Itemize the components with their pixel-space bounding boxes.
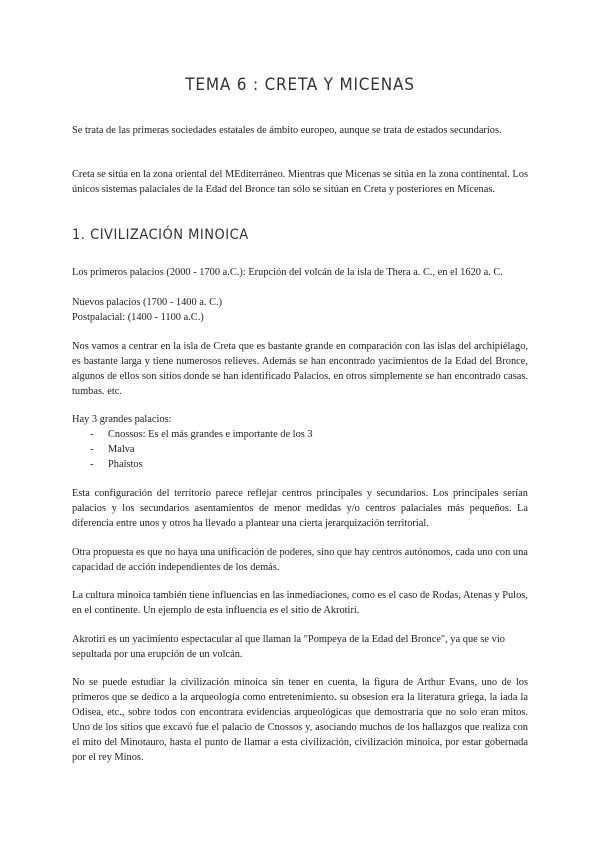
akrotiri-paragraph: Akrotiri es un yacimiento espectacular al que llaman la "Pompeya de la Edad del Bronce", ya que se vio sepultada por una erupción de un volcán. [72,634,505,660]
influence-paragraph: La cultura minoica también tiene influencias en las inmediaciones, como es el caso de Rodas, Atenas y Pulos, en el continente. Un ejemplo de esta influencia es el sitio de Akrotiri. [72,590,528,616]
evans-paragraph: No se puede estudiar la civilización minoica sin tener en cuenta, la figura de Arthur Evans, uno de los primeros que se dedico a la arqueología como entretenimiento. su obsesion era la literatura griega, la iada la Odisea, etc., sobre todos con encontrara evidencias arqueológicas que demostraría que no solo eran mitos. Uno de los sitios que excavó fue el palacio de Cnossos y, asociando muchos de los hallazgos que realiza con el mito del Minotauro, hasta el punto de llamar a esta civilización, civilización minoica, por estar gobernada por el rey Minos. [72,677,528,763]
period-postpalatial: Postpalacial: (1400 - 1100 a.C.) [72,312,204,323]
palaces-intro: Hay 3 grandes palacios: [72,414,172,425]
intro-paragraph-2: Creta se sitúa en la zona oriental del MEditerráneo. Mientras que Micenas se sitúa en la zona continental. Los únicos sistemas palaciales de la Edad del Bronce tan sólo se sitúan en Creta y posteriores en Micenas. [72,169,528,195]
palaces-list [72,427,313,472]
section-heading: 1. CIVILIZACIÓN MINOICA [72,227,249,243]
intro-paragraph-1: Se trata de las primeras sociedades estatales de ámbito europeo, aunque se trata de estados secundarios. [72,125,502,136]
autonomy-paragraph: Otra propuesta es que no haya una unificación de poderes, sino que hay centros autónomos, cada uno con una capacidad de acción independientes de los demás. [72,547,528,573]
period-new-palaces: Nuevos palacios (1700 - 1400 a. C.) [72,297,223,308]
period-first-palaces: Los primeros palacios (2000 - 1700 a.C.): Erupción del volcán de la isla de Thera a. C., en el 1620 a. C. [72,267,503,278]
list-item: - Cnossos: Es el más grandes e importante de los 3 [72,427,313,442]
list-item: - Phaistos [72,457,313,472]
territory-paragraph: Esta configuración del territorio parece reflejar centros principales y secundarios. Los principales serían palacios y los secundarios asentamientos de menor medidas y/o centros palaciales más pequeños. La diferencia entre unos y otros ha llevado a plantear una cierta jerarquización territorial. [72,488,528,529]
list-item: - Malva [72,442,313,457]
island-paragraph: Nos vamos a centrar en la isla de Creta que es bastante grande en comparación con las islas del archipiélago, es bastante larga y tiene numerosos relieves. Además se han encontrado yacimientos de la Edad del Bronce, algunos de ellos son sitios donde se han identificado Palacios. en otros simplemente se han encontrado casas. tumbas. etc. [72,341,528,397]
page-title: TEMA 6 : CRETA Y MICENAS [185,75,415,95]
